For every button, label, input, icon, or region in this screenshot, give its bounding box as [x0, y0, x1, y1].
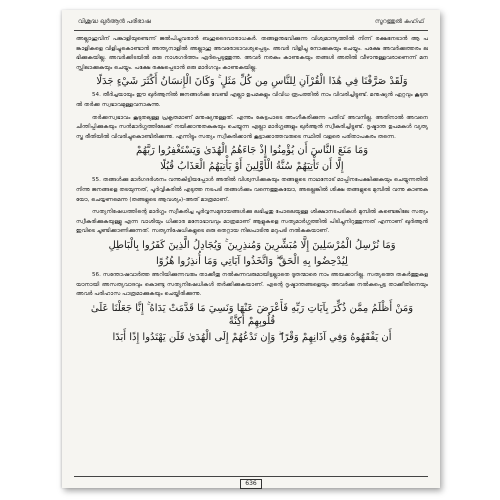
paragraph-intro: അല്ലാഹുവിന് പങ്കാളിയുണ്ടെന്ന് ജൽപിച്ചുവരാൻ ബഹുദൈവാരാധകർ. തങ്ങളനുഭവിക്കുന്ന വിശ്വമാന്ദ്യത്തിൽ നിന്ന് രക്ഷനേടാൻ ആ പങ്കാളികളെ വിളിച്ചുകൊണ്ടാൻ അന്ത്യനാളിൽ അല്ലാഹു അവരോടാവശ്യപ്പെടും. അവർ വിളിച്ചു നോക്കുകയും ചെയ്യും. പക്ഷേ അവർക്കുത്തരം ലഭിക്കുകയില്ല. അവർക്കിടയിൽ ഒരു നാശഗർത്തം ഏർപ്പെടുത്തുന്നു. അവർ നരകം കാണുകയും തങ്ങൾ അതിൽ വീഴാനുള്ളവരാണെന്ന് മനസ്സിലാക്കുകയും ചെയ്യും. പക്ഷേ രക്ഷപ്പെടാൻ ഒരു മാർഗവും കാണുകയില്ല. — [76, 36, 428, 71]
translation-54: 54. തീർച്ചയായും ഈ ഖുർആനിൽ ജനങ്ങൾക്കു വേണ്ടി എല്ലാ ഉപമകളും വിവിധ രൂപത്തിൽ നാം വിവരിച്ചിട്ടുണ്ട്. മനുഷ്യൻ ഏറ്റവും കൂടുതൽ തർക്ക സ്വഭാവമുള്ളവനാകുന്നു. — [76, 92, 428, 108]
header-right-title: സൂറത്തുൽ കഹ്ഫ് — [374, 18, 424, 25]
quran-verse-54: وَلَقَدْ صَرَّفْنَا فِي هَٰذَا الْقُرْآنِ لِلنَّاسِ مِن كُلِّ مَثَلٍ ۚ وَكَانَ الْإِنسَانُ أَكْثَرَ شَيْءٍ جَدَلًا — [96, 76, 408, 88]
page-header — [62, 16, 440, 30]
quran-verse-55-line2: إِلَّا أَن تَأْتِيَهُمْ سُنَّةُ الْأَوَّلِينَ أَوْ يَأْتِيَهُمُ الْعَذَابُ قُبُلًا — [160, 161, 344, 173]
book-page — [62, 10, 440, 488]
header-rule — [74, 30, 428, 31]
quran-verse-57-line2: أَن يَفْقَهُوهُ وَفِي آذَانِهِمْ وَقْرًا ۖ وَإِن تَدْعُهُمْ إِلَى الْهُدَىٰ فَلَن يَهْتَدُوا إِذًا أَبَدًا — [112, 331, 392, 343]
page-number: 636 — [240, 479, 261, 489]
commentary-54: തർക്കസ്വഭാവം കൂടുതലുള്ള പ്രകൃതമാണ് മനുഷ്യനുള്ളത്. എന്നും കേട്ടപാടെ അംഗീകരിക്കുന്ന പതിവ് അവനില്ല. അതിനാൽ അവനെ ചിന്തിപ്പിക്കുകയും സൻമാർഗ്ഗത്തിലേക്ക് നയിക്കാനുതകുകയും ചെയ്യുന്ന എല്ലാ മാർഗ്ഗങ്ങളും ഖുർആൻ സ്വീകരിച്ചിട്ടുണ്ട്. ദൃഷ്ടാന്ത ഉപമകൾ വ്യത്യസ്ത രീതിയിൽ വിവരിച്ചുകൊണ്ടിരിക്കുന്നു. എന്നിട്ടും സത്യം സ്വീകരിക്കാൻ കൂട്ടാക്കാത്തവരുടെ സ്ഥിതി വളരെ പരിതാപകരം തന്നെ. — [76, 114, 428, 140]
page-footer — [62, 470, 440, 487]
translation-55: 55. തങ്ങൾക്കു മാർഗദർശനം വന്നുകിട്ടിയപ്പോൾ അതിൽ വിശ്വസിക്കുകയും തങ്ങളുടെ നാഥനോട് മാപ്പിനപേക്ഷിക്കുകയും ചെയ്യുന്നതിൽനിന്നു ജനങ്ങളെ തടയുന്നത്, പൂർവ്വികരിൽ എടുത്ത നടപടി തങ്ങൾക്കും വന്നെത്തുകയോ, അല്ലെങ്കിൽ ശിക്ഷ തങ്ങളുടെ മുമ്പിൽ വന്നു കാണുകയോ, ചെയ്യണമെന്ന (തങ്ങളുടെ ആവശ്യം)-അത് മാത്രമാണ്. — [76, 177, 428, 203]
page-body — [76, 35, 428, 347]
translation-56: 56. സന്തോഷവാർത്ത അറിയിക്കുന്നവരും താക്കീതു നൽകുന്നവരുമായിട്ടല്ലാതെ ദൂതന്മാരെ നാം അയക്കാറില്ല. സത്യത്തെ തകർത്തുകളയാനായി അസത്യവാദവും കൊണ്ടു സത്യനിഷേധികൾ തർക്കിക്കുകയാണ്. എന്റെ ദൃഷ്ടാന്തങ്ങളെയും അവർക്കു നൽകപ്പെട്ട താക്കീതിനെയും അവർ പരിഹാസ പാത്രമാക്കുകയും ചെയ്തിരിക്കുന്നു. — [76, 271, 428, 298]
header-left-title: വിശുദ്ധ ഖുർആൻ പരിഭാഷ — [78, 18, 151, 25]
quran-verse-56-line1: وَمَا نُرْسِلُ الْمُرْسَلِينَ إِلَّا مُبَشِّرِينَ وَمُنذِرِينَ ۚ وَيُجَادِلُ الَّذِينَ كَفَرُوا بِالْبَاطِلِ — [108, 239, 396, 251]
quran-verse-56-line2: لِيُدْحِضُوا بِهِ الْحَقَّ ۖ وَاتَّخَذُوا آيَاتِي وَمَا أُنذِرُوا هُزُوًا — [156, 255, 348, 267]
commentary-55: സത്യനിഷേധത്തിന്റെ മാർഗ്ഗം സ്വീകരിച്ച പൂർവ്വസമുദായങ്ങൾക്കു ലഭിച്ചതു പോലെയുള്ള ശിക്ഷാനടപടികൾ മുമ്പിൽ കണ്ടെങ്കിലേ സത്യം സ്വീകരിക്കുകയുള്ളൂ എന്ന വാശിയും ധിക്കാര മനോഭാവവും മാത്രമാണ് ആളുകളെ സത്യമാർഗ്ഗത്തിൽ പിടിച്ചുനിറുത്തുന്നത് എന്നാണ് ഖുർആൻ ഇവിടെ ചൂണ്ടിക്കാണിക്കുന്നത്. സത്യനിഷേധികളുടെ ഒരു തെറ്റായ നിലപാടിനു മറുപടി നൽകുകയാണ്. — [76, 209, 428, 235]
quran-verse-55-line1: وَمَا مَنَعَ النَّاسَ أَن يُؤْمِنُوا إِذْ جَاءَهُمُ الْهُدَىٰ وَيَسْتَغْفِرُوا رَبَّهُمْ — [135, 145, 369, 157]
quran-verse-57-line1: وَمَنْ أَظْلَمُ مِمَّن ذُكِّرَ بِآيَاتِ رَبِّهِ فَأَعْرَضَ عَنْهَا وَنَسِيَ مَا قَدَّمَتْ يَدَاهُ ۚ إِنَّا جَعَلْنَا عَلَىٰ قُلُوبِهِمْ أَكِنَّةً — [90, 302, 414, 327]
